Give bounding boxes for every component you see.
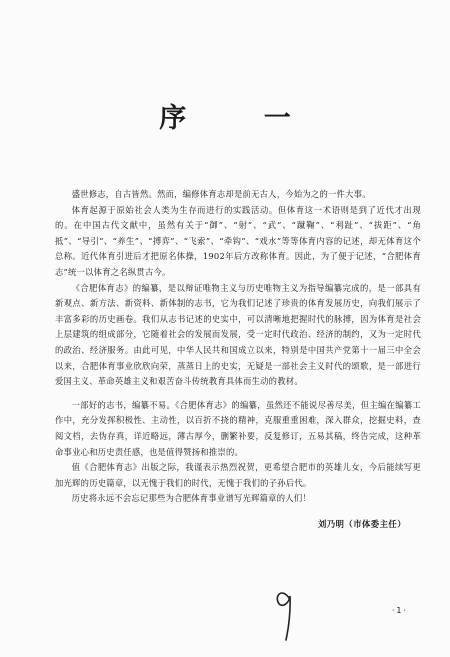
author-signature: 刘乃明（市体委主任） xyxy=(318,519,406,529)
paragraph-4: 一部好的志书，编纂不易。《合肥体育志》的编纂，虽然还不能说尽善尽美，但主编在编纂工作中，充分发挥积极性、主动性，以百折不挠的精神，克服重重困难，深入群众，挖掘史料，查阅文档，去伪存真，详近略远，薄古厚今，删繁补要，反复修订，五易其稿，终告完成，这种革命事业心和历史责任感，也是值得赞扬和推崇的。 xyxy=(55,399,421,457)
handwritten-page-mark xyxy=(272,582,298,644)
paragraph-3: 《合肥体育志》的编纂，是以辩证唯物主义与历史唯物主义为指导编纂完成的，是一部具有新观点、新方法、新资料、新体制的志书，它为我们记述了珍贵的体育发展历史，向我们展示了丰富多彩的历史画卷。我们从志书记述的史实中，可以清晰地把握时代的脉搏，因为体育是社会上层建筑的组成部分，它随着社会的发展而发展，受一定时代政治、经济的制约，又为一定时代的政治、经济服务。由此可见，中华人民共和国成立以来，特别是中国共产党第十一届三中全会以来，合肥体育事业欣欣向荣，蒸蒸日上的史实，无疑是一部社会主义时代的颂歌，是一部进行爱国主义、革命英雄主义和艰苦奋斗传统教育具体而生动的教材。 xyxy=(55,282,421,387)
paragraph-6: 历史将永远不会忘记那些为合肥体育事业谱写光辉篇章的人们！ xyxy=(71,493,311,504)
paragraph-1: 盛世修志，自古皆然。然而，编修体育志却是前无古人，今始为之的一件大事。 xyxy=(71,189,371,199)
preface-body xyxy=(55,187,421,507)
page-number: ·1· xyxy=(391,606,408,615)
page-title: 序 一 xyxy=(159,103,325,134)
paragraph-5: 值《合肥体育志》出版之际，我谨表示热烈祝贺，更希望合肥市的英雄儿女，今后能续写更加光辉的历史篇章，以无愧于我们的时代，无愧于我们的子孙后代。 xyxy=(55,462,421,488)
paragraph-2: 体育起源于原始社会人类为生存而进行的实践活动。但体育这一术语则是到了近代才出现的。在中国古代文献中，虽然有关于“御”、“射”、“武”、“蹴鞠”、“利趾”、“拔距”、“角抵”、“导引”、“养生”、“搏弈”、“飞索”、“牵钩”、“戏水”等等体育内容的记述，却无体育这个总称。近代体育引进后才把原名体操，1902年后方改称体育。因此，为了便于记述，“合肥体育志”统一以体育之名纵贯古今。 xyxy=(55,204,421,277)
